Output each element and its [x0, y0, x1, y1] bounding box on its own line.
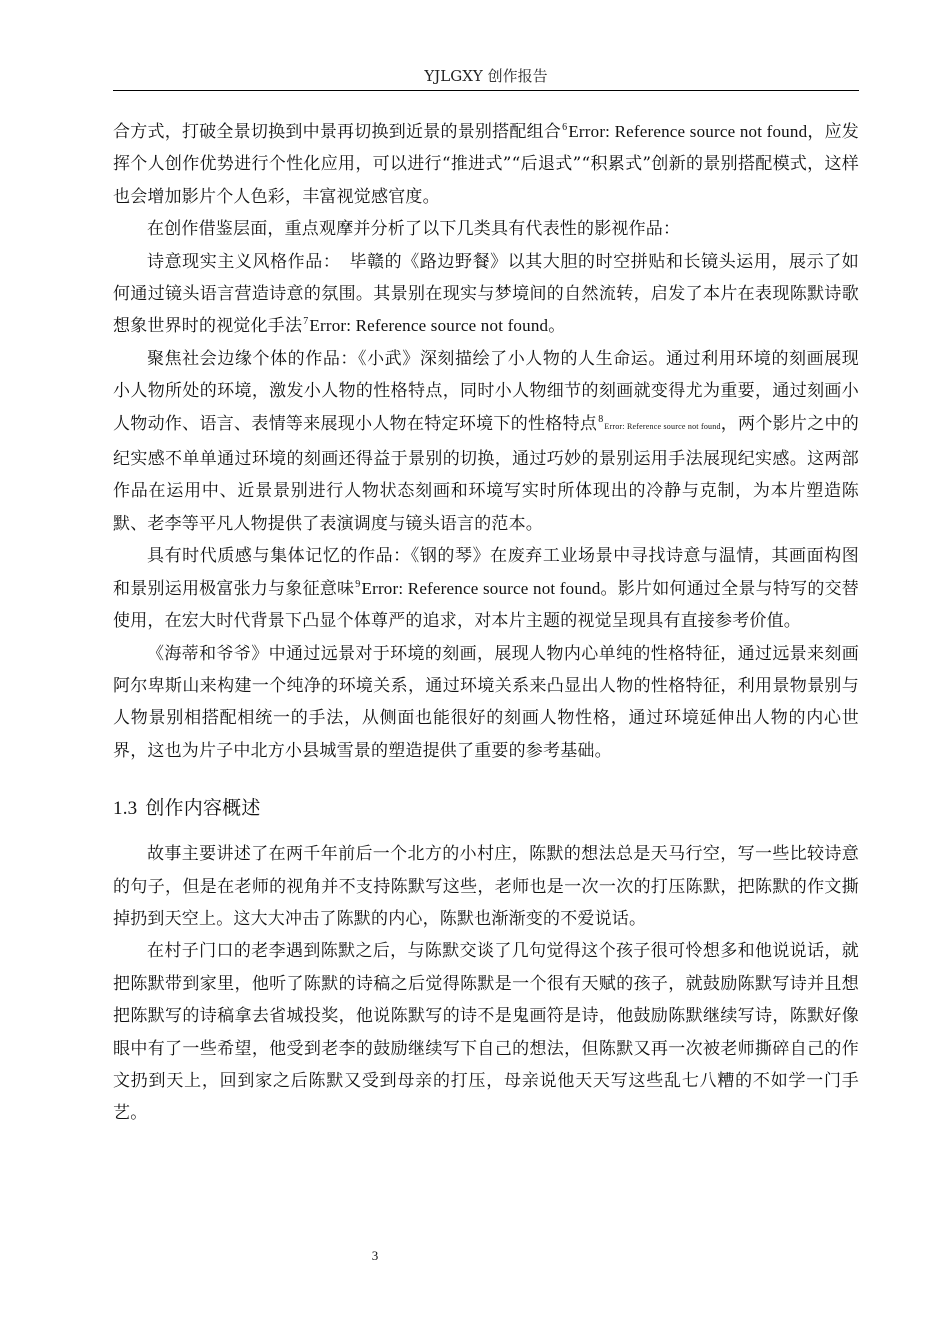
section-number: 1.3 — [113, 798, 138, 820]
section-title: 创作内容概述 — [145, 797, 261, 820]
paragraph-reference-intro: 在创作借鉴层面，重点观摩并分析了以下几类具有代表性的影视作品： — [147, 219, 681, 240]
footnote-ref[interactable]: 8 — [598, 413, 604, 425]
paragraph-collective-memory — [113, 540, 859, 637]
document-body — [113, 116, 859, 1130]
paragraph-shot-combination — [113, 116, 859, 213]
paragraph-text: 聚焦社会边缘个体的作品：《小武》深刻描绘了小人物的人生命运。通过利用环境的刻画展现小人物所处的环境，激发小人物的性格特点，同时小人物细节的刻画就变得尤为重要，通过刻画小人物动作、语言、表情等来展现小人物在特定环境下的性格特点 — [113, 348, 859, 434]
footnote-ref[interactable]: 7 — [303, 316, 309, 328]
paragraph-story-development: 在村子门口的老李遇到陈默之后，与陈默交谈了几句觉得这个孩子很可怜想多和他说说话，就把陈默带到家里，他听了陈默的诗稿之后觉得陈默是一个很有天赋的孩子，就鼓励陈默写诗并且想把陈默写的诗稿拿去省城投奖，他说陈默写的诗不是鬼画符是诗，他鼓励陈默继续写诗，陈默好像眼中有了一些希望，他受到老李的鼓励继续写下自己的想法，但陈默又再一次被老师撕碎自己的作文扔到天上，回到家之后陈默又受到母亲的打压，母亲说他天天写这些乱七八糟的不如学一门手艺。 — [113, 941, 859, 1124]
paragraph-text: 具有时代质感与集体记忆的作品：《钢的琴》在废弃工业场景中寻找诗意与温情，其画面构图和景别运用极富张力与象征意味 — [113, 546, 859, 599]
footnote-ref[interactable]: 6 — [562, 122, 568, 133]
reference-error-text: Error: Reference source not found — [568, 122, 808, 141]
footnote-ref[interactable]: 9 — [355, 578, 361, 590]
section-heading — [113, 793, 859, 824]
reference-error-text: Error: Reference source not found — [309, 316, 549, 336]
paragraph-text: 。 — [548, 316, 566, 337]
running-header: YJLGXY 创作报告 — [424, 67, 548, 85]
reference-error-text: Error: Reference source not found — [361, 578, 601, 598]
page-number: 3 — [371, 1248, 379, 1263]
paragraph-text: ，两个影片之中的纪实感不单单通过环境的刻画还得益于景别的切换，通过巧妙的景别运用手法展现纪实感。这两部作品在运用中、近景景别进行人物状态刻画和环境写实时所体现出的冷静与克制，为本片塑造陈默、老李等平凡人物提供了表演调度与镜头语言的范本。 — [113, 413, 859, 534]
paragraph-marginal-individuals — [113, 343, 859, 540]
reference-error-text: Error: Reference source not found — [604, 421, 721, 431]
paragraph-text: 诗意现实主义风格作品： 毕赣的《路边野餐》以其大胆的时空拼贴和长镜头运用，展示了如何通过镜头语言营造诗意的氛围。其景别在现实与梦境间的自然流转，启发了本片在表现陈默诗歌想象世界时的视觉化手法 — [113, 251, 859, 337]
paragraph-heidi: 《海蒂和爷爷》中通过远景对于环境的刻画，展现人物内心单纯的性格特征，通过远景来刻画阿尔卑斯山来构建一个纯净的环境关系，通过环境关系来凸显出人物的性格特征，利用景物景别与人物景别相搭配相统一的手法，从侧面也能很好的刻画人物性格，通过环境延伸出人物的内心世界，这也为片子中北方小县城雪景的塑造提供了重要的参考基础。 — [113, 643, 859, 761]
paragraph-text: ，应发挥个人创作优势进行个性化应用，可以进行“推进式”“后退式”“积累式”创新的景别搭配模式，这样也会增加影片个人色彩，丰富视觉感官度。 — [113, 122, 860, 207]
paragraph-text: 合方式，打破全景切换到中景再切换到近景的景别搭配组合 — [113, 122, 562, 142]
paragraph-poetic-realism — [113, 246, 859, 343]
header-rule — [113, 90, 859, 91]
paragraph-text: 。影片如何通过全景与特写的交替使用，在宏大时代背景下凸显个体尊严的追求，对本片主题的视觉呈现具有直接参考价值。 — [113, 578, 860, 632]
paragraph-story-summary: 故事主要讲述了在两千年前后一个北方的小村庄，陈默的想法总是天马行空，写一些比较诗意的句子，但是在老师的视角并不支持陈默写这些，老师也是一次一次的打压陈默，把陈默的作文撕掉扔到天空上。这大大冲击了陈默的内心，陈默也渐渐变的不爱说话。 — [113, 844, 859, 929]
